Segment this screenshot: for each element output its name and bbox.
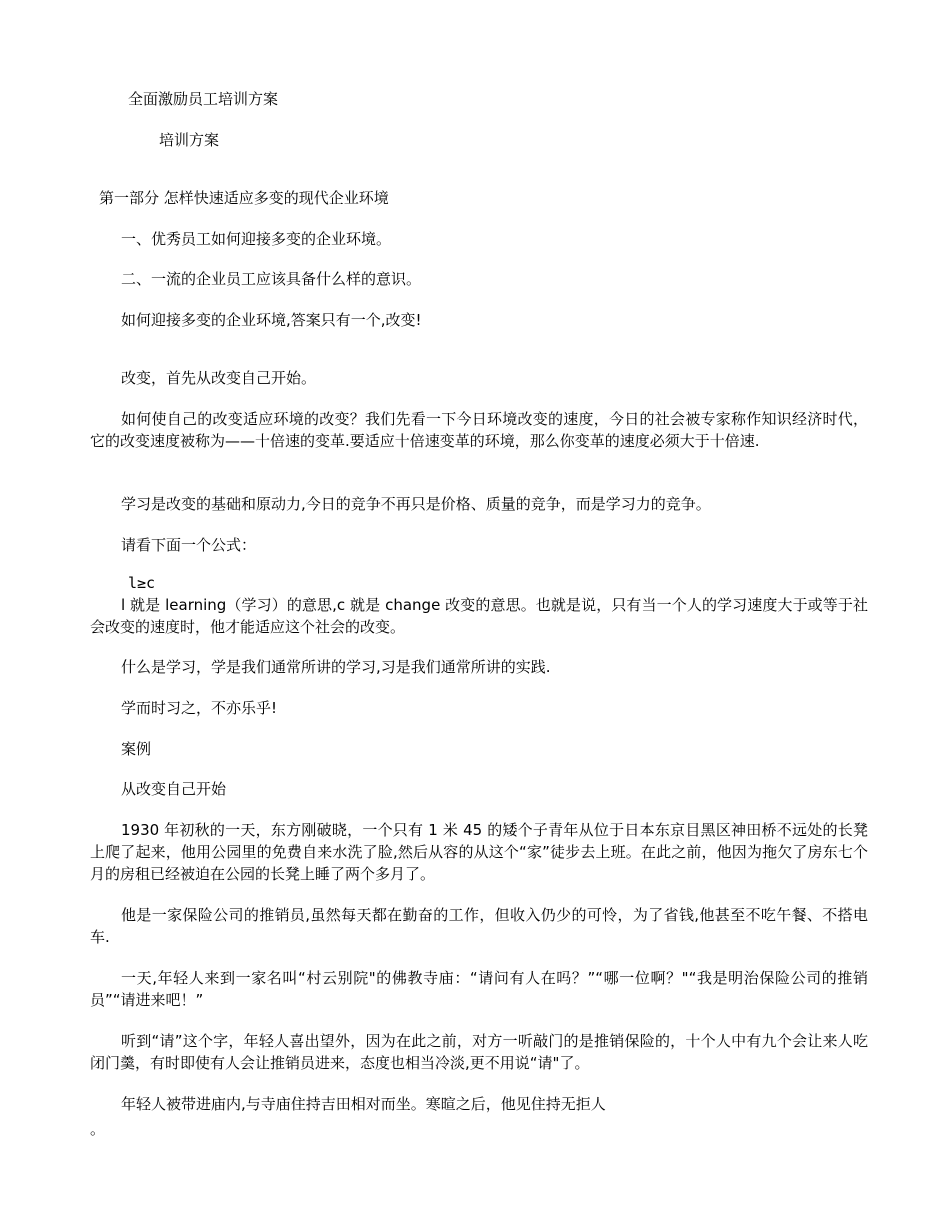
outline-item-2: 二、一流的企业员工应该具备什么样的意识。 bbox=[121, 270, 422, 288]
case-label: 案例 bbox=[121, 740, 152, 758]
trailing-mark: 。 bbox=[90, 1120, 106, 1138]
paragraph-temple: 一天,年轻人来到一家名叫“村云别院"的佛教寺庙：“请问有人在吗？”“哪一位啊？"“我是明治保险公司的推销员”“请进来吧！” bbox=[90, 969, 868, 1009]
outline-item-1: 一、优秀员工如何迎接多变的企业环境。 bbox=[121, 230, 392, 248]
case-title: 从改变自己开始 bbox=[121, 780, 227, 798]
quote-line: 学而时习之，不亦乐乎! bbox=[121, 699, 278, 717]
answer-line: 如何迎接多变的企业环境,答案只有一个,改变! bbox=[121, 311, 422, 329]
part-heading: 第一部分 怎样快速适应多变的现代企业环境 bbox=[99, 189, 389, 207]
paragraph-abbot: 年轻人被带进庙内,与寺庙住持吉田相对而坐。寒暄之后，他见住持无拒人 bbox=[121, 1095, 606, 1113]
paragraph-please: 听到“请”这个字，年轻人喜出望外，因为在此之前，对方一听敲门的是推销保险的，十个人中有九个会让来人吃闭门羹，有时即使有人会让推销员进来，态度也相当冷淡,更不用说“请"了。 bbox=[90, 1032, 868, 1072]
document-subtitle: 培训方案 bbox=[159, 131, 220, 149]
formula-intro: 请看下面一个公式： bbox=[121, 536, 257, 554]
start-change-line: 改变，首先从改变自己开始。 bbox=[121, 369, 317, 387]
formula: l≥c bbox=[128, 574, 156, 592]
paragraph-what-learning: 什么是学习，学是我们通常所讲的学习,习是我们通常所讲的实践. bbox=[121, 658, 551, 676]
document-title: 全面激励员工培训方案 bbox=[128, 90, 279, 108]
paragraph-speed: 如何使自己的改变适应环境的改变？我们先看一下今日环境改变的速度，今日的社会被专家称作知识经济时代，它的改变速度被称为——十倍速的变革.要适应十倍速变革的环境，那么你变革的速度必须大于十倍速. bbox=[90, 410, 868, 450]
paragraph-formula: l 就是 learning（学习）的意思,c 就是 change 改变的意思。也就是说，只有当一个人的学习速度大于或等于社会改变的速度时，他才能适应这个社会的改变。 bbox=[90, 596, 868, 636]
paragraph-learning: 学习是改变的基础和原动力,今日的竞争不再只是价格、质量的竞争，而是学习力的竞争。 bbox=[121, 495, 711, 513]
paragraph-1930: 1930 年初秋的一天，东方刚破晓，一个只有 1 米 45 的矮个子青年从位于日本东京目黑区神田桥不远处的长凳上爬了起来，他用公园里的免费自来水洗了脸,然后从容的从这个“家”徒步去上班。在此之前，他因为拖欠了房东七个月的房租已经被迫在公园的长凳上睡了两个多月了。 bbox=[90, 821, 868, 883]
paragraph-salesman: 他是一家保险公司的推销员,虽然每天都在勤奋的工作，但收入仍少的可怜，为了省钱,他甚至不吃午餐、不搭电车. bbox=[90, 906, 868, 946]
